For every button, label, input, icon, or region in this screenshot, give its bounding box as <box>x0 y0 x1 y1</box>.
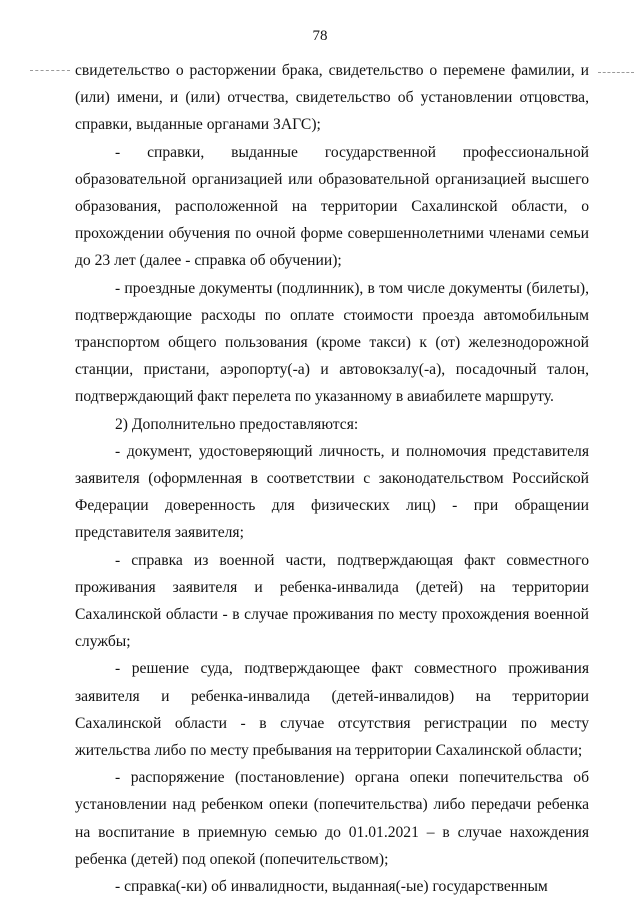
document-body <box>75 57 589 900</box>
paragraph-disability-certificate: - справка(-ки) об инвалидности, выданная(-ые) государственным <box>115 878 548 896</box>
page-number: 78 <box>312 28 328 44</box>
paragraph-travel-documents: - проездные документы (подлинник), в том числе документы (билеты), подтверждающие расходы по оплате стоимости проезда автомобильным транспортом общего пользования (кроме такси) к (от) железнодорожной станции, пристани, аэропорту(-а) и автовокзалу(-а), посадочный талон, подтверждающий факт перелета по указанному в авиабилете маршруту. <box>75 279 589 406</box>
scan-mark-right <box>598 72 634 73</box>
paragraph-military-certificate: - справка из военной части, подтверждающая факт совместного проживания заявителя и ребенка-инвалида (детей) на территории Сахалинской области - в случае проживания по месту прохождения военной службы; <box>75 551 589 651</box>
paragraph-identity-document: - документ, удостоверяющий личность, и полномочия представителя заявителя (оформленная в соответствии с законодательством Российской Федерации доверенность для физических лиц) - при обращении представителя заявителя; <box>75 442 589 542</box>
scan-mark-left <box>30 70 70 71</box>
paragraph-zags-certificates: свидетельство о расторжении брака, свидетельство о перемене фамилии, и (или) имени, и (или) отчества, свидетельство об установлении отцовства, справки, выданные органами ЗАГС); <box>75 62 589 134</box>
paragraph-court-decision: - решение суда, подтверждающее факт совместного проживания заявителя и ребенка-инвалида (детей-инвалидов) на территории Сахалинской области - в случае отсутствия регистрации по месту жительства либо по месту пребывания на территории Сахалинской области; <box>75 660 589 760</box>
paragraph-education-certificate: - справки, выданные государственной профессиональной образовательной организацией или образовательной организацией высшего образования, расположенной на территории Сахалинской области, о прохождении обучения по очной форме совершеннолетними членами семьи до 23 лет (далее - справка об обучении); <box>75 143 589 270</box>
paragraph-additional-heading: 2) Дополнительно предоставляются: <box>115 415 359 433</box>
paragraph-guardianship-order: - распоряжение (постановление) органа опеки попечительства об установлении над ребенком опеки (попечительства) либо передачи ребенка на воспитание в приемную семью до 01.01.2021 – в случае нахождения ребенка (детей) под опекой (попечительством); <box>75 769 589 868</box>
